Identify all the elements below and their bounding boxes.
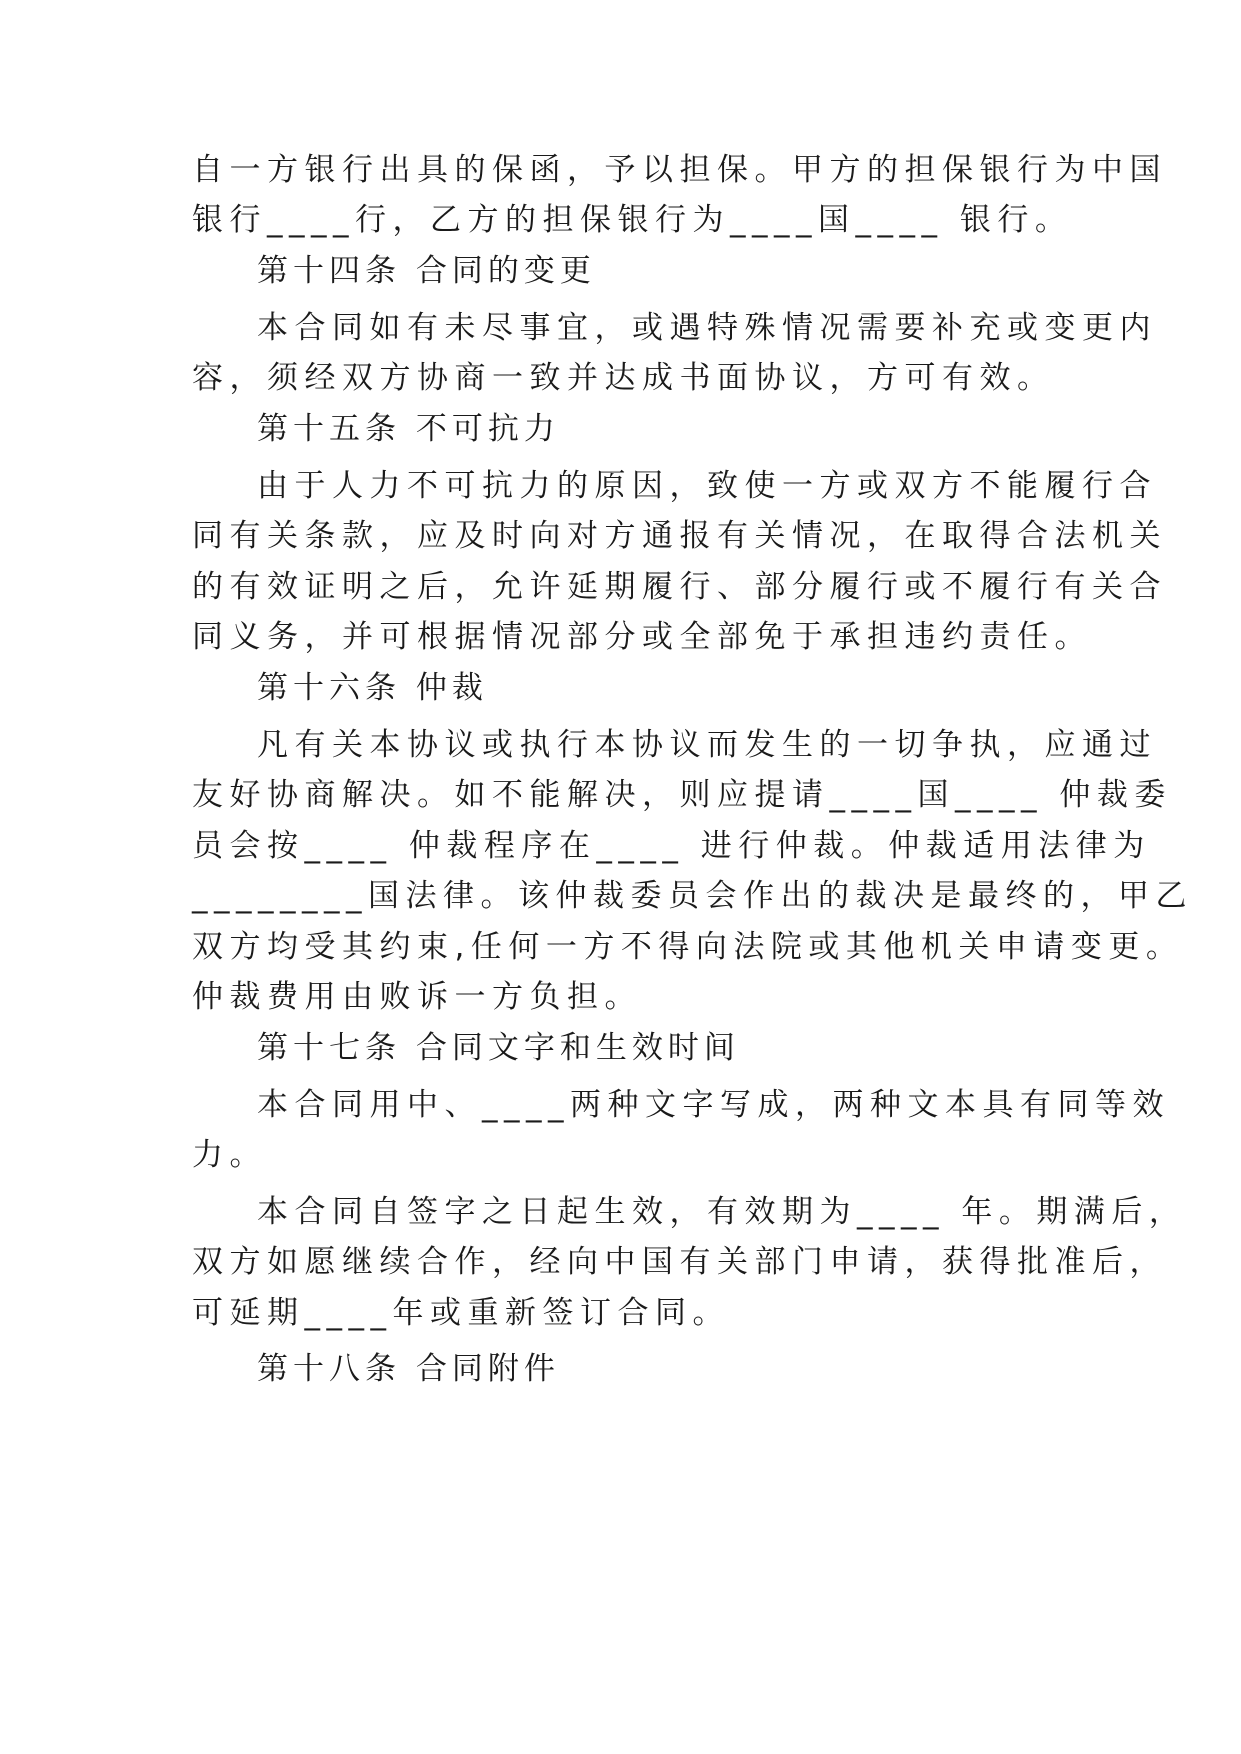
article-heading-15: 第十五条 不可抗力: [257, 411, 560, 447]
paragraph-line: 同义务，并可根据情况部分或全部免于承担违约责任。: [192, 619, 1092, 655]
paragraph-line: 银行____行，乙方的担保银行为____国____ 银行。: [192, 202, 1073, 238]
paragraph-line: 由于人力不可抗力的原因，致使一方或双方不能履行合: [257, 468, 1157, 504]
paragraph-line: 员会按____ 仲裁程序在____ 进行仲裁。仲裁适用法律为: [192, 828, 1151, 864]
paragraph-line: 本合同如有未尽事宜，或遇特殊情况需要补充或变更内: [257, 310, 1157, 346]
paragraph-line: 凡有关本协议或执行本协议而发生的一切争执，应通过: [257, 727, 1157, 763]
paragraph-line: 本合同自签字之日起生效，有效期为____ 年。期满后，: [257, 1194, 1187, 1230]
article-heading-14: 第十四条 合同的变更: [257, 253, 596, 289]
article-heading-17: 第十七条 合同文字和生效时间: [257, 1030, 740, 1066]
paragraph-line: 同有关条款，应及时向对方通报有关情况，在取得合法机关: [192, 518, 1167, 554]
article-heading-18: 第十八条 合同附件: [257, 1351, 560, 1387]
paragraph-line: 容，须经双方协商一致并达成书面协议，方可有效。: [192, 360, 1055, 396]
paragraph-line: ________国法律。该仲裁委员会作出的裁决是最终的，甲乙: [192, 878, 1193, 914]
paragraph-line: 仲裁费用由败诉一方负担。: [192, 979, 642, 1015]
paragraph-line: 友好协商解决。如不能解决，则应提请____国____ 仲裁委: [192, 777, 1172, 813]
article-heading-16: 第十六条 仲裁: [257, 670, 488, 706]
paragraph-line: 双方如愿继续合作，经向中国有关部门申请，获得批准后，: [192, 1244, 1167, 1280]
paragraph-line: 双方均受其约束,任何一方不得向法院或其他机关申请变更。: [192, 929, 1184, 965]
paragraph-line: 自一方银行出具的保函，予以担保。甲方的担保银行为中国: [192, 152, 1167, 188]
paragraph-line: 的有效证明之后，允许延期履行、部分履行或不履行有关合: [192, 569, 1167, 605]
paragraph-line: 本合同用中、____两种文字写成，两种文本具有同等效: [257, 1087, 1170, 1123]
paragraph-line: 力。: [192, 1137, 267, 1173]
paragraph-line: 可延期____年或重新签订合同。: [192, 1295, 730, 1331]
